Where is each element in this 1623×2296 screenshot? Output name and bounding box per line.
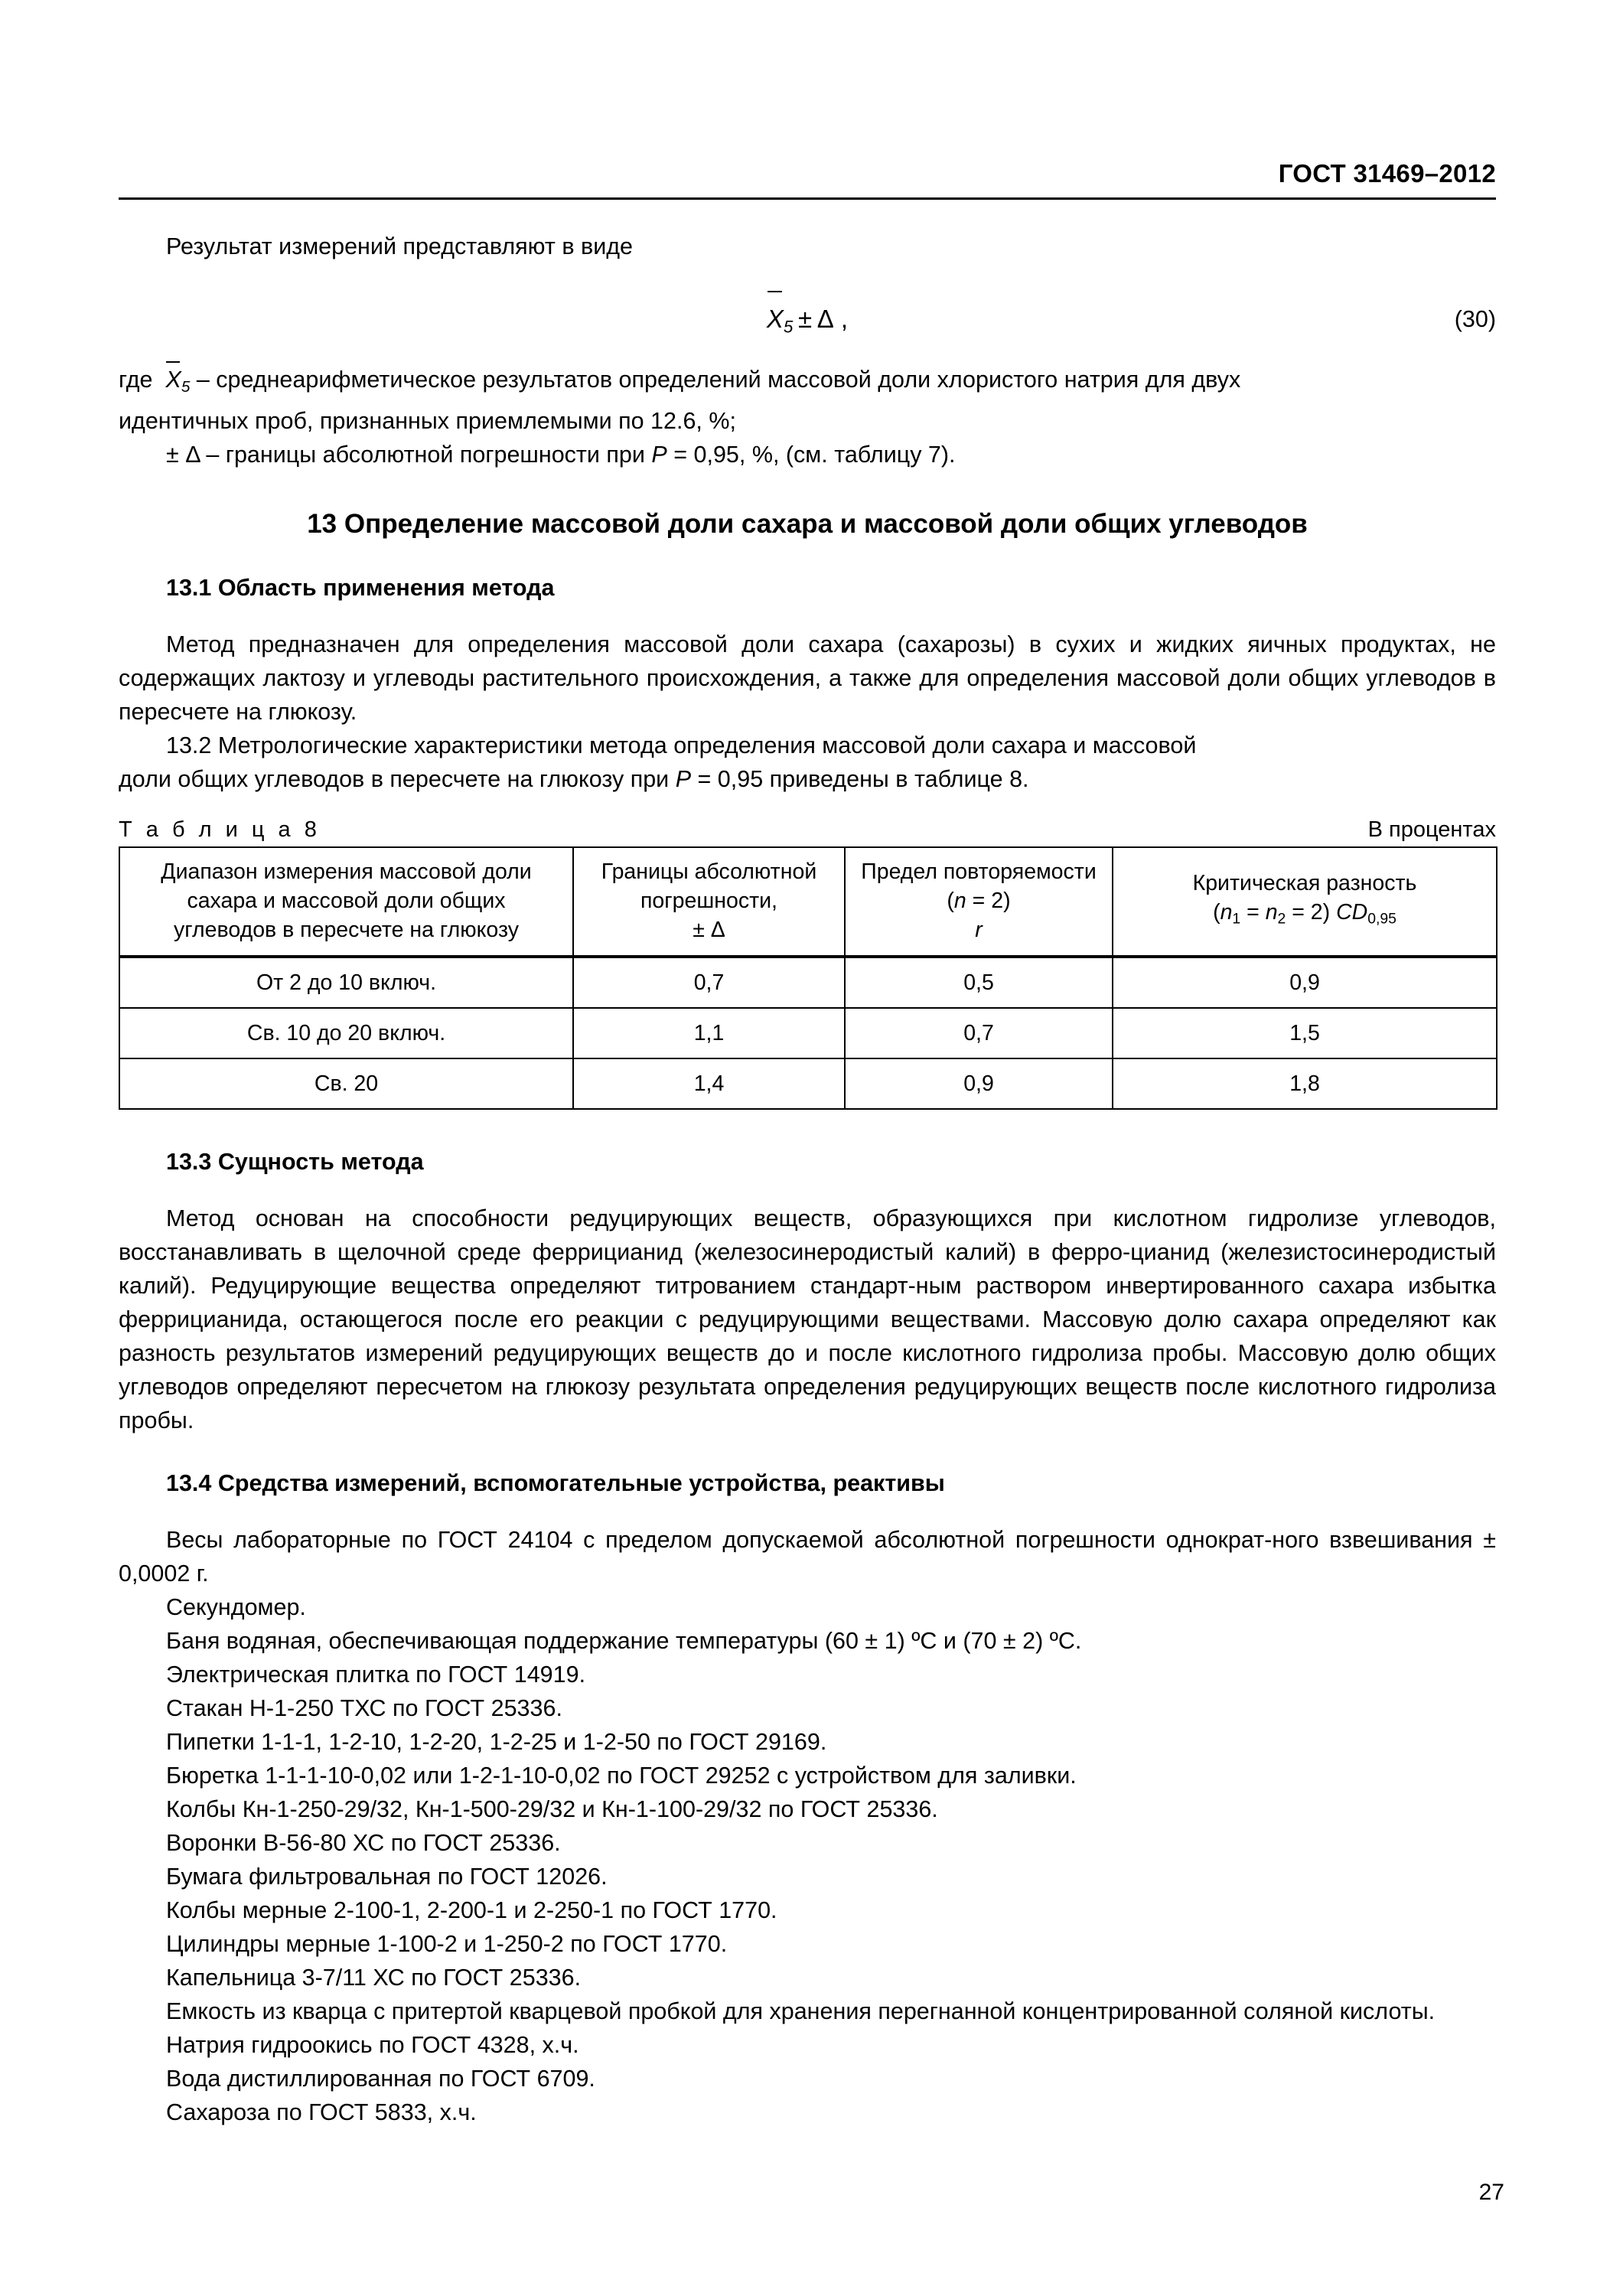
table-8-col-critical-header (1113, 847, 1497, 957)
col-r-line2: (n = 2) (947, 888, 1011, 913)
section-13-3-heading: 13.3 Сущность метода (166, 1148, 424, 1175)
table-8-col-delta-header (573, 847, 845, 957)
where-prefix: где (119, 367, 153, 393)
probability-symbol: P (651, 441, 667, 468)
cell-range: Св. 10 до 20 включ. (119, 1008, 573, 1058)
running-header-title: ГОСТ 31469–2012 (1278, 159, 1496, 188)
col-cd-line1: Критическая разность (1192, 870, 1417, 895)
list-item: Электрическая плитка по ГОСТ 14919. (166, 1661, 586, 1688)
section-13-3-body: Метод основан на способности редуцирующих веществ, образующихся при кислотном гидролизе углеводов, восстанавливать в щелочной среде феррицианид (железосинеродистый калий) в ферро-цианид (железистосинеродистый калий). Редуцирующие вещества определяют титрованием стандарт-ным раствором инвертированного сахара избытка феррицианида, остающегося после его реакции с редуцирующими веществами. Массовую долю сахара определяют как разность результатов измерений редуцирующих веществ до и после кислотного гидролиза пробы. Массовую долю общих углеводов определяют пересчетом на глюкозу результата определения редуцирующих веществ после кислотного гидролиза пробы. (119, 1205, 1496, 1433)
cell-cd: 1,8 (1113, 1058, 1497, 1109)
where-x-subscript: 5 (181, 377, 191, 396)
cell-delta: 1,1 (573, 1008, 845, 1058)
formula-30-number: (30) (1454, 306, 1496, 332)
list-item: Колбы мерные 2-100-1, 2-200-1 и 2-250-1 по ГОСТ 1770. (166, 1896, 777, 1923)
table-row (119, 1058, 1497, 1109)
col-delta-line1: Границы абсолютной (601, 859, 817, 884)
list-item: Колбы Кн-1-250-29/32, Кн-1-500-29/32 и Кн-1-100-29/32 по ГОСТ 25336. (166, 1795, 938, 1822)
cell-range: Св. 20 (119, 1058, 573, 1109)
table-row (119, 1008, 1497, 1058)
section-13-title: 13 Определение массовой доли сахара и массовой доли общих углеводов (307, 508, 1308, 539)
cell-delta: 0,7 (573, 957, 845, 1008)
header-rule (119, 197, 1496, 200)
list-item: Баня водяная, обеспечивающая поддержание температуры (60 ± 1) ºС и (70 ± 2) ºС. (166, 1627, 1082, 1654)
cell-delta: 1,4 (573, 1058, 845, 1109)
col-r-line1: Предел повторяемости (861, 859, 1097, 884)
table-8-body (119, 957, 1497, 1109)
list-item: Сахароза по ГОСТ 5833, х.ч. (166, 2099, 477, 2125)
section-13-1-body: Метод предназначен для определения массовой доли сахара (сахарозы) в сухих и жидких яичных продуктах, не содержащих лактозу и углеводы растительного происхождения, а также для определения массовой доли общих углеводов в пересчете на глюкозу. (119, 631, 1496, 725)
page-number: 27 (1478, 2180, 1504, 2205)
list-item: Цилиндры мерные 1-100-2 и 1-250-2 по ГОСТ 1770. (166, 1930, 728, 1957)
intro-lead-paragraph: Результат измерений представляют в виде (166, 233, 633, 259)
section-13-2-line2: доли общих углеводов в пересчете на глюкозу при P = 0,95 приведены в таблице 8. (119, 765, 1029, 792)
col-r-symbol: r (975, 917, 983, 942)
list-item: Секундомер. (166, 1593, 306, 1620)
section-13-2-body (119, 729, 1496, 762)
list-item-quartz-vessel: Емкость из кварца с притертой кварцевой пробкой для хранения перегнанной концентрированной соляной кислоты. (166, 1998, 1436, 2024)
col-range-line2: сахара и массовой доли общих (187, 888, 506, 913)
table-8-units-label: В процентах (1367, 817, 1496, 842)
list-item: Бюретка 1-1-1-10-0,02 или 1-2-1-10-0,02 по ГОСТ 29252 с устройством для заливки. (166, 1762, 1077, 1789)
cell-range: От 2 до 10 включ. (119, 957, 573, 1008)
list-item: Пипетки 1-1-1, 1-2-10, 1-2-20, 1-2-25 и 1-2-50 по ГОСТ 29169. (166, 1728, 827, 1755)
cell-r: 0,7 (845, 1008, 1113, 1058)
table-8-caption-row (119, 813, 1496, 846)
where-definition-line2: идентичных проб, признанных приемлемыми по 12.6, %; (119, 407, 736, 434)
where-definition-line1: – среднеарифметическое результатов определений массовой доли хлористого натрия для двух (196, 367, 1241, 393)
formula-x-bar: X (767, 292, 784, 346)
section-13-4-intro: Весы лабораторные по ГОСТ 24104 с пределом допускаемой абсолютной погрешности однократ-ного взвешивания ± 0,0002 г. (119, 1526, 1496, 1587)
list-item: Бумага фильтровальная по ГОСТ 12026. (166, 1863, 608, 1890)
cell-cd: 0,9 (1113, 957, 1497, 1008)
col-delta-line2: погрешности, (640, 888, 777, 913)
table-row (119, 957, 1497, 1008)
where-paragraph (119, 363, 1496, 404)
list-item: Стакан Н-1-250 ТХС по ГОСТ 25336. (166, 1694, 562, 1721)
section-13-4-heading: 13.4 Средства измерений, вспомогательные устройства, реактивы (166, 1469, 945, 1496)
col-range-line3: углеводов в пересчете на глюкозу (174, 917, 519, 942)
section-13-2-line1: 13.2 Метрологические характеристики метода определения массовой доли сахара и массовой (166, 732, 1197, 758)
formula-30-expression: $X_5 \pm \Delta$ , (119, 292, 1496, 354)
probability-symbol-2: P (675, 765, 692, 792)
cell-cd: 1,5 (1113, 1008, 1497, 1058)
table-8-col-repeatability-header (845, 847, 1113, 957)
table-8-caption: Т а б л и ц а 8 (119, 817, 321, 842)
table-8-col-range-header (119, 847, 573, 957)
where-x-bar: X (165, 363, 181, 396)
col-range-line1: Диапазон измерения массовой доли (161, 859, 532, 884)
table-8-header-row (119, 847, 1497, 957)
formula-x-subscript: 5 (783, 317, 794, 337)
section-13-1-heading: 13.1 Область применения метода (166, 574, 555, 601)
delta-definition-line: ± Δ – границы абсолютной погрешности при P = 0,95, %, (см. таблицу 7). (166, 441, 956, 468)
list-item: Капельница 3-7/11 ХС по ГОСТ 25336. (166, 1964, 582, 1991)
cell-r: 0,9 (845, 1058, 1113, 1109)
formula-30-row (119, 292, 1496, 346)
col-cd-line2: $(n_1 = n_2 = 2)$ $CD_{0,95}$ (1213, 899, 1396, 927)
list-item: Вода дистиллированная по ГОСТ 6709. (166, 2065, 595, 2092)
list-item: Воронки В-56-80 ХС по ГОСТ 25336. (166, 1829, 561, 1856)
cell-r: 0,5 (845, 957, 1113, 1008)
col-delta-symbol: ± Δ (693, 917, 725, 942)
table-8 (119, 846, 1498, 1110)
list-item: Натрия гидроокись по ГОСТ 4328, х.ч. (166, 2031, 579, 2058)
